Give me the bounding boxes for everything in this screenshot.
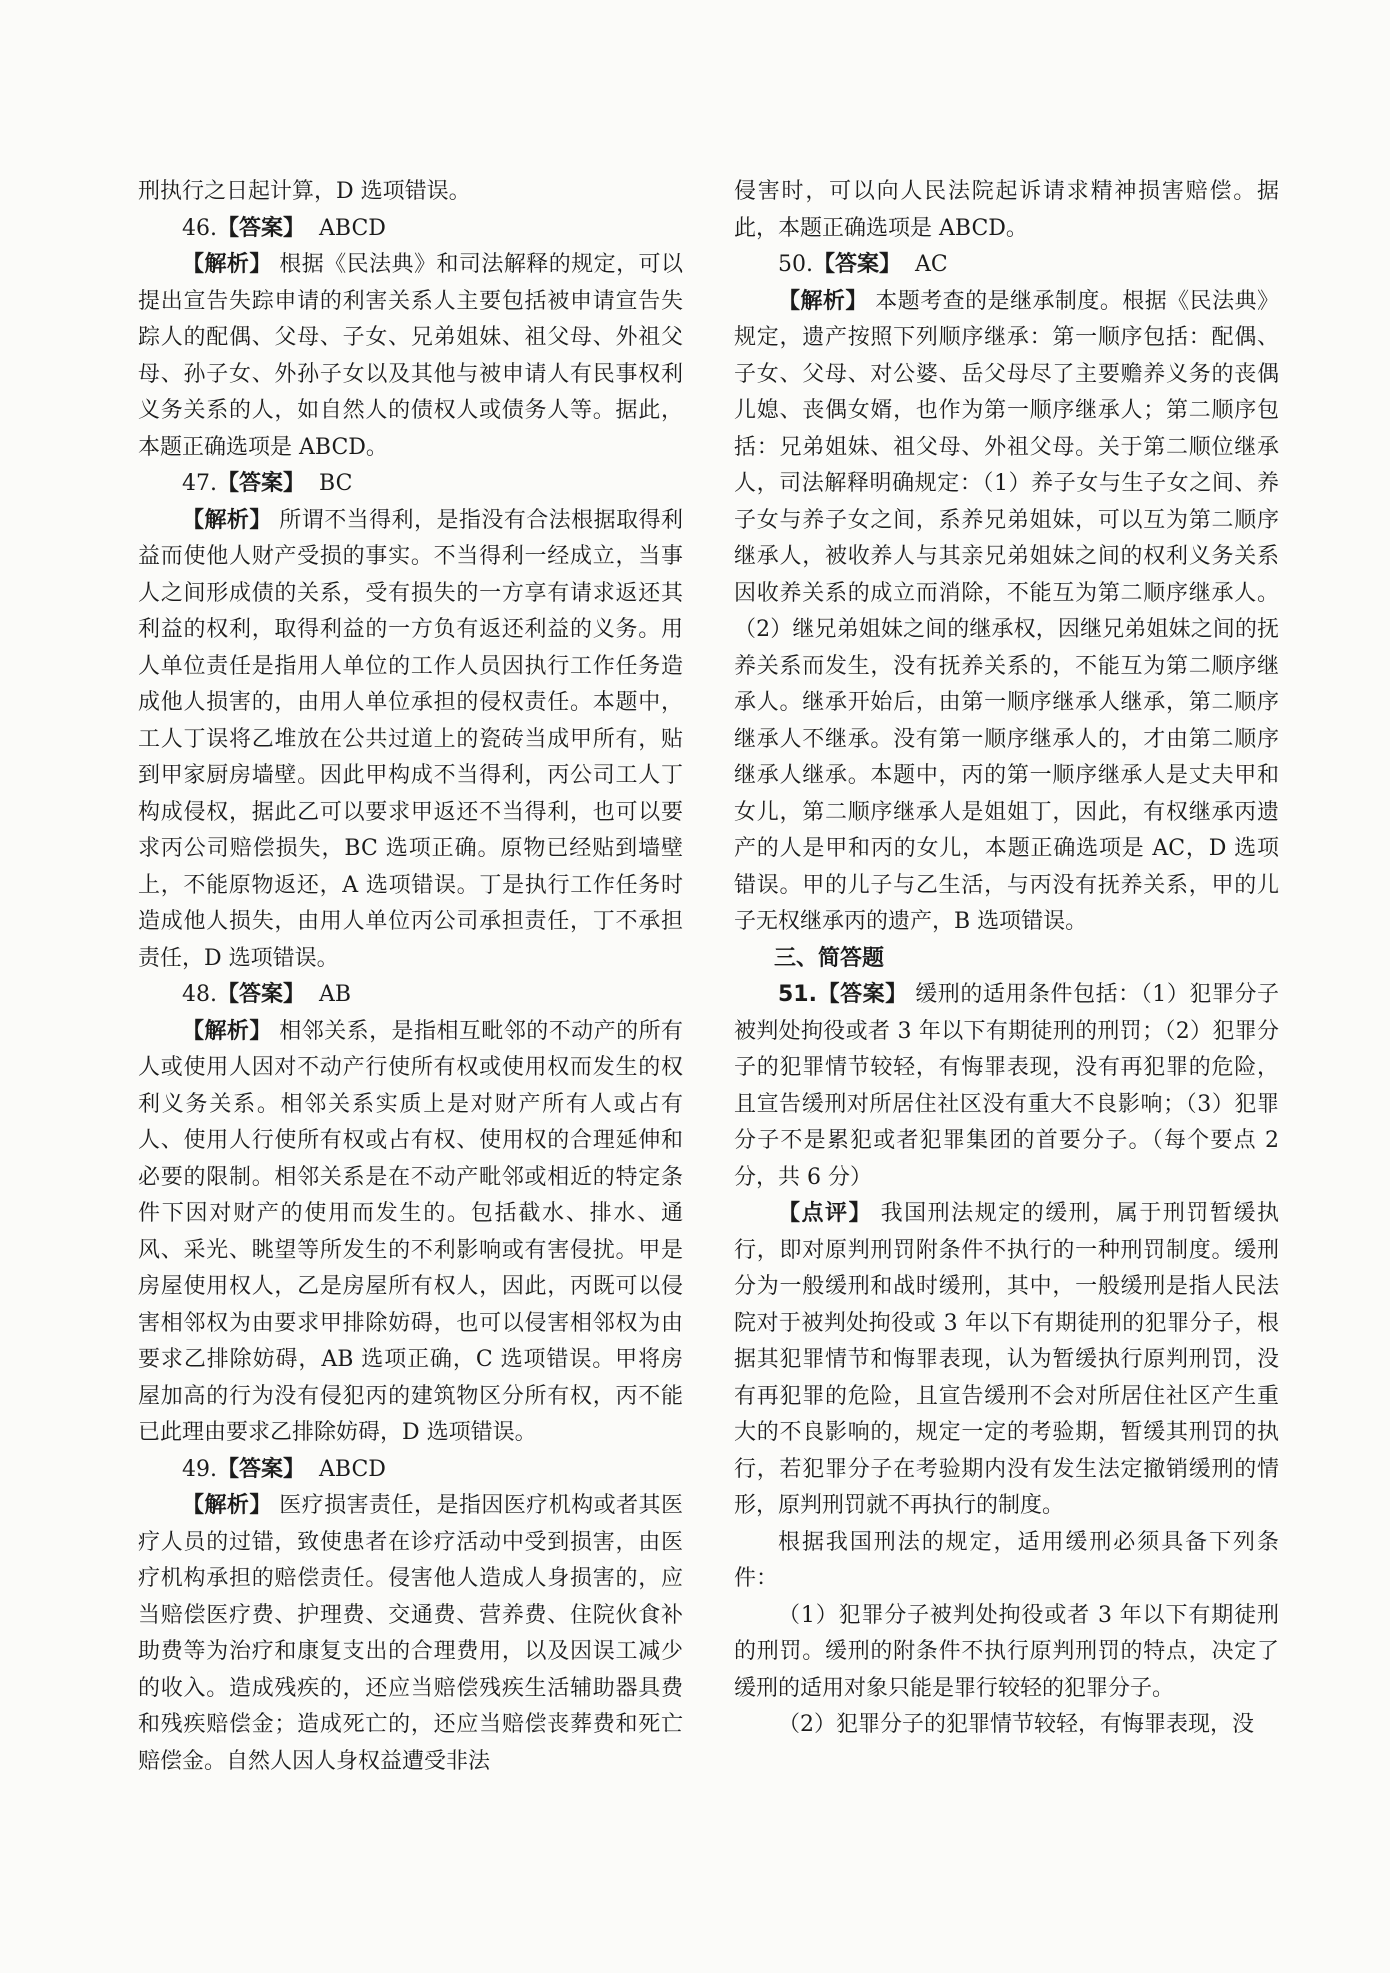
answer-value: AC: [915, 252, 948, 277]
right-column: [734, 174, 1279, 1744]
commentary-tag: 【点评】: [778, 1201, 873, 1226]
answer-51: [734, 977, 1279, 1196]
paragraph: （2）犯罪分子的犯罪情节较轻，有悔罪表现，没: [778, 1712, 1254, 1737]
commentary-51: [734, 1196, 1279, 1525]
analysis-tag: 【解析】: [182, 1493, 272, 1518]
continuation-text: 侵害时，可以向人民法院起诉请求精神损害赔偿。据此，本题正确选项是 ABCD。: [734, 179, 1279, 241]
analysis-text: 医疗损害责任，是指因医疗机构或者其医疗人员的过错，致使患者在诊疗活动中受到损害，由医疗机构承担的赔偿责任。侵害他人造成人身损害的，应当赔偿医疗费、护理费、交通费、营养费、住院伙食补助费等为治疗和康复支出的合理费用，以及因误工减少的收入。造成残疾的，还应当赔偿残疾生活辅助器具费和残疾赔偿金；造成死亡的，还应当赔偿丧葬费和死亡赔偿金。自然人因人身权益遭受非法: [138, 1493, 683, 1774]
answer-48: [138, 977, 683, 1014]
continuation-text: 刑执行之日起计算，D 选项错误。: [138, 179, 471, 204]
answer-46: [138, 211, 683, 248]
analysis-49: [138, 1488, 683, 1780]
analysis-text: 本题考查的是继承制度。根据《民法典》规定，遗产按照下列顺序继承：第一顺序包括：配偶、子女、父母、对公婆、岳父母尽了主要赡养义务的丧偶儿媳、丧偶女婿，也作为第一顺序继承人；第二顺序包括：兄弟姐妹、祖父母、外祖父母。关于第二顺位继承人，司法解释明确规定：（1）养子女与生子女之间、养子女与养子女之间，系养兄弟姐妹，可以互为第二顺序继承人，被收养人与其亲兄弟姐妹之间的权利义务关系因收养关系的成立而消除，不能互为第二顺序继承人。（2）继兄弟姐妹之间的继承权，因继兄弟姐妹之间的抚养关系而发生，没有抚养关系的，不能互为第二顺序继承人。继承开始后，由第一顺序继承人继承，第二顺序继承人不继承。没有第一顺序继承人的，才由第二顺序继承人继承。本题中，丙的第一顺序继承人是丈夫甲和女儿，第二顺序继承人是姐姐丁，因此，有权继承丙遗产的人是甲和丙的女儿，本题正确选项是 AC，D 选项错误。甲的儿子与乙生活，与丙没有抚养关系，甲的儿子无权继承丙的遗产，B 选项错误。: [734, 288, 1279, 934]
analysis-text: 所谓不当得利，是指没有合法根据取得利益而使他人财产受损的事实。不当得利一经成立，当事人之间形成债的关系，受有损失的一方享有请求返还其利益的权利，取得利益的一方负有返还利益的义务。用人单位责任是指用人单位的工作人员因执行工作任务造成他人损害的，由用人单位承担的侵权责任。本题中，工人丁误将乙堆放在公共过道上的瓷砖当成甲所有，贴到甲家厨房墙壁。因此甲构成不当得利，丙公司工人丁构成侵权，据此乙可以要求甲返还不当得利，也可以要求丙公司赔偿损失，BC 选项正确。原物已经贴到墙壁上，不能原物返还，A 选项错误。丁是执行工作任务时造成他人损失，由用人单位丙公司承担责任，丁不承担责任，D 选项错误。: [138, 507, 683, 971]
question-number: 48.: [182, 982, 217, 1007]
answer-49: [138, 1452, 683, 1489]
answer-tag: 51.【答案】: [778, 982, 908, 1007]
analysis-tag: 【解析】: [182, 1018, 272, 1044]
answer-tag: 【答案】: [217, 1456, 306, 1482]
analysis-47: [138, 503, 683, 978]
question-number: 47.: [182, 471, 217, 496]
answer-tag: 【答案】: [217, 982, 306, 1007]
question-number: 46.: [182, 215, 217, 241]
analysis-text: 相邻关系，是指相互毗邻的不动产的所有人或使用人因对不动产行使所有权或使用权而发生的权利义务关系。相邻关系实质上是对财产所有人或占有人、使用人行使所有权或占有权、使用权的合理延伸和必要的限制。相邻关系是在不动产毗邻或相近的特定条件下因对财产的使用而发生的。包括截水、排水、通风、采光、眺望等所发生的不利影响或有害侵扰。甲是房屋使用权人，乙是房屋所有权人，因此，丙既可以侵害相邻权为由要求甲排除妨碍，也可以侵害相邻权为由要求乙排除妨碍，AB 选项正确，C 选项错误。甲将房屋加高的行为没有侵犯丙的建筑物区分所有权，丙不能已此理由要求乙排除妨碍，D 选项错误。: [138, 1018, 683, 1445]
answer-tag: 【答案】: [217, 215, 306, 241]
analysis-text: 根据《民法典》和司法解释的规定，可以提出宣告失踪申请的利害关系人主要包括被申请宣告失踪人的配偶、父母、子女、兄弟姐妹、祖父母、外祖父母、孙子女、外孙子女以及其他与被申请人有民事权利义务关系的人，如自然人的债权人或债务人等。据此，本题正确选项是 ABCD。: [138, 252, 683, 460]
question-number: 50.: [778, 252, 813, 277]
section-heading: 三、简答题: [774, 945, 885, 971]
answer-tag: 【答案】: [217, 471, 306, 496]
analysis-46: [138, 247, 683, 466]
answer-value: ABCD: [319, 215, 386, 241]
analysis-tag: 【解析】: [182, 507, 272, 533]
analysis-tag: 【解析】: [778, 288, 868, 314]
answer-text: 缓刑的适用条件包括：（1）犯罪分子被判处拘役或者 3 年以下有期徒刑的刑罚；（2）犯罪分子的犯罪情节较轻，有悔罪表现，没有再犯罪的危险，且宣告缓刑对所居住社区没有重大不良影响；（3）犯罪分子不是累犯或者犯罪集团的首要分子。（每个要点 2 分，共 6 分）: [734, 982, 1280, 1190]
question-number: 49.: [182, 1456, 217, 1482]
analysis-50: [734, 284, 1279, 941]
answer-tag: 【答案】: [813, 252, 902, 277]
paragraph: （1）犯罪分子被判处拘役或者 3 年以下有期徒刑的刑罚。缓刑的附条件不执行原判刑罚的特点，决定了缓刑的适用对象只能是罪行较轻的犯罪分子。: [734, 1602, 1279, 1701]
commentary-text: 我国刑法规定的缓刑，属于刑罚暂缓执行，即对原判刑罚附条件不执行的一种刑罚制度。缓刑分为一般缓刑和战时缓刑，其中，一般缓刑是指人民法院对于被判处拘役或 3 年以下有期徒刑的犯罪分子，根据其犯罪情节和悔罪表现，认为暂缓执行原判刑罚，没有再犯罪的危险，且宣告缓刑不会对所居住社区产生重大的不良影响的，规定一定的考验期，暂缓其刑罚的执行，若犯罪分子在考验期内没有发生法定撤销缓刑的情形，原判刑罚就不再执行的制度。: [734, 1201, 1279, 1518]
answer-50: [734, 247, 1279, 284]
answer-value: AB: [319, 982, 352, 1007]
analysis-48: [138, 1014, 683, 1452]
analysis-tag: 【解析】: [182, 252, 272, 277]
left-column: [138, 174, 683, 1780]
paragraph: 根据我国刑法的规定，适用缓刑必须具备下列条件：: [734, 1529, 1279, 1591]
answer-47: [138, 466, 683, 503]
answer-value: BC: [319, 471, 353, 496]
answer-value: ABCD: [319, 1456, 386, 1482]
